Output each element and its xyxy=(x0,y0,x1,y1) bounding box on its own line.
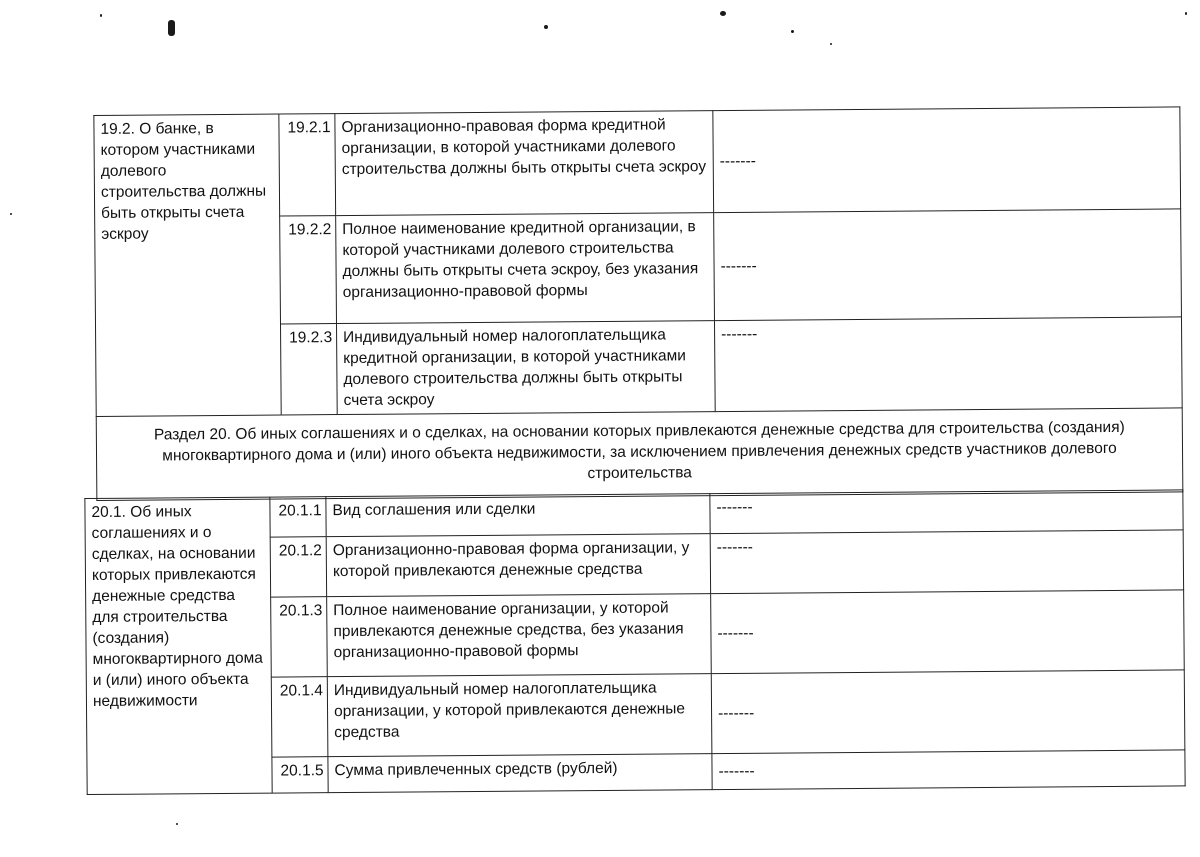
row-label: Сумма привлеченных средств (рублей) xyxy=(328,754,712,793)
row-number: 20.1.5 xyxy=(272,757,328,793)
row-label: Вид соглашения или сделки xyxy=(326,494,710,537)
row-label: Полное наименование организации, у которой привлекаются денежные средства, без указания организационно-правовой формы xyxy=(327,594,712,677)
row-label: Полное наименование кредитной организации, в которой участниками долевого строительства должны быть открыты счета эскроу, без указания организационно-правовой формы xyxy=(336,213,715,324)
section-row xyxy=(96,408,1183,501)
row-label: Организационно-правовая форма кредитной организации, в которой участниками долевого строительства должны быть открыты счета эскроу xyxy=(335,111,714,216)
row-number: 19.2.2 xyxy=(280,216,337,324)
row-label: Организационно-правовая форма организации, у которой привлекаются денежные средства xyxy=(326,534,710,597)
table-19-2 xyxy=(93,106,1183,501)
block-20-1-heading: 20.1. Об иных соглашениях и о сделках, на основании которых привлекаются денежные средства для строительства (создания) многоквартирного дома и (или) иного объекта недвижимости xyxy=(85,497,272,794)
row-label: Индивидуальный номер налогоплательщика кредитной организации, в которой участниками долевого строительства должны быть открыты счета эскроу xyxy=(336,321,715,415)
row-number: 20.1.4 xyxy=(271,677,328,757)
table-20-1 xyxy=(84,489,1185,795)
row-number: 19.2.1 xyxy=(279,114,336,216)
row-number: 20.1.1 xyxy=(270,497,326,537)
row-number: 20.1.2 xyxy=(270,537,326,597)
row-value: ------- xyxy=(714,209,1182,321)
row-value: ------- xyxy=(710,530,1183,594)
row-label: Индивидуальный номер налогоплательщика организации, у которой привлекаются денежные средства xyxy=(327,674,712,757)
block-19-2-heading: 19.2. О банке, в котором участниками долевого строительства должны быть открыты счета эскроу xyxy=(94,114,281,416)
row-value: ------- xyxy=(713,107,1181,213)
row-value: ------- xyxy=(712,750,1185,790)
row-value: ------- xyxy=(714,317,1182,412)
section-20-title: Раздел 20. Об иных соглашениях и о сделках, на основании которых привлекаются денежные средства для строительства (создания) многоквартирного дома и (или) иного объекта недвижимости, за исключением привлечения денежных средств участников долевого строительства xyxy=(96,408,1183,501)
table-row xyxy=(94,107,1181,218)
row-number: 19.2.3 xyxy=(281,324,338,415)
row-value: ------- xyxy=(710,490,1183,534)
row-number: 20.1.3 xyxy=(271,597,328,677)
row-value: ------- xyxy=(711,590,1185,674)
row-value: ------- xyxy=(711,670,1185,754)
